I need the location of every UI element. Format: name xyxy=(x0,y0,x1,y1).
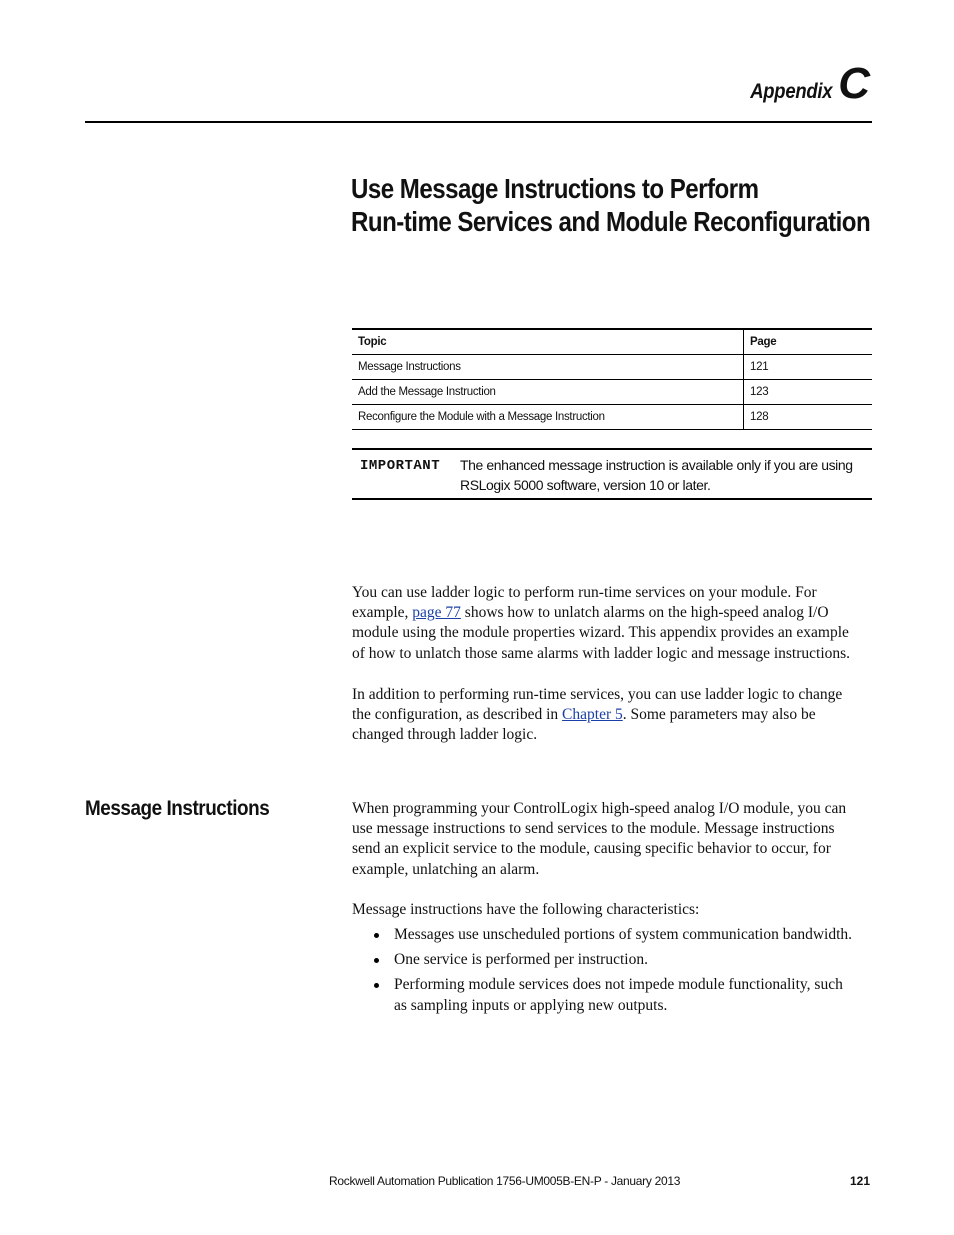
title-line-1: Use Message Instructions to Perform xyxy=(351,173,759,204)
section-paragraph-1 xyxy=(352,799,874,880)
bullet-icon xyxy=(374,958,379,963)
header-rule xyxy=(85,121,872,123)
page-title xyxy=(351,172,871,238)
text-line: of how to unlatch those same alarms with ladder logic and message instructions. xyxy=(352,644,851,662)
text-line: Messages use unscheduled portions of system communication bandwidth. xyxy=(394,926,853,943)
text-line: as sampling inputs or applying new outputs. xyxy=(394,996,668,1014)
intro-paragraph-2 xyxy=(352,685,874,746)
table-header-row xyxy=(352,329,872,355)
text-fragment: the configuration, as described in xyxy=(352,706,563,724)
text-line: Performing module services does not impede module functionality, such xyxy=(394,976,843,994)
list-item xyxy=(374,950,874,970)
appendix-letter: C xyxy=(838,59,870,108)
important-line-2: RSLogix 5000 software, version 10 or later. xyxy=(460,477,711,493)
page-cell[interactable]: 123 xyxy=(744,380,873,405)
text-line: use message instructions to send services to the module. Message instructions xyxy=(352,820,835,838)
text-line: changed through ladder logic. xyxy=(352,726,538,744)
bullet-icon xyxy=(374,983,379,988)
text-line: send an explicit service to the module, causing specific behavior to occur, for xyxy=(352,840,831,858)
text-line: In addition to performing run-time services, you can use ladder logic to change xyxy=(352,686,843,703)
page-column-header: Page xyxy=(744,329,873,355)
page-cell[interactable]: 128 xyxy=(744,405,873,430)
text-line: One service is performed per instruction. xyxy=(394,951,648,969)
topic-cell[interactable]: Add the Message Instruction xyxy=(352,380,744,405)
list-item xyxy=(374,975,874,1015)
text-fragment: . Some parameters may also be xyxy=(622,706,816,724)
section-paragraph-2: Message instructions have the following characteristics: xyxy=(352,901,700,918)
text-fragment: shows how to unlatch alarms on the high-speed analog I/O xyxy=(460,604,829,622)
list-item-text xyxy=(394,975,874,1015)
topic-cell[interactable]: Message Instructions xyxy=(352,355,744,380)
title-line-2: Run-time Services and Module Reconfiguration xyxy=(351,206,871,237)
topic-cell[interactable]: Reconfigure the Module with a Message Instruction xyxy=(352,405,744,430)
text-fragment: example, xyxy=(352,604,413,622)
footer-publication: Rockwell Automation Publication 1756-UM005B-EN-P - January 2013 xyxy=(329,1174,681,1188)
list-item-text xyxy=(394,925,874,945)
text-line: You can use ladder logic to perform run-time services on your module. For xyxy=(352,584,817,601)
important-line-1: The enhanced message instruction is available only if you are using xyxy=(460,457,853,473)
page-cell[interactable]: 121 xyxy=(744,355,873,380)
text-line: module using the module properties wizard. This appendix provides an example xyxy=(352,624,849,642)
text-line xyxy=(352,705,874,725)
important-text xyxy=(460,455,860,495)
section-heading: Message Instructions xyxy=(85,797,270,820)
chapter-5-link[interactable]: Chapter 5 xyxy=(562,706,623,724)
table-row[interactable] xyxy=(352,355,872,380)
intro-paragraph-1 xyxy=(352,583,874,664)
page-number: 121 xyxy=(849,1174,870,1188)
text-line: example, unlatching an alarm. xyxy=(352,860,540,878)
appendix-header xyxy=(739,59,870,108)
page-77-link[interactable]: page 77 xyxy=(412,604,461,622)
appendix-label: Appendix xyxy=(750,80,833,103)
bullet-icon xyxy=(374,933,379,938)
characteristics-list xyxy=(374,925,874,1021)
important-note xyxy=(352,448,872,500)
important-label: IMPORTANT xyxy=(360,458,441,474)
list-item xyxy=(374,925,874,945)
list-item-text xyxy=(394,950,874,970)
text-line xyxy=(352,603,874,623)
text-line: When programming your ControlLogix high-speed analog I/O module, you can xyxy=(352,800,847,817)
topic-table xyxy=(352,328,872,430)
table-row[interactable] xyxy=(352,380,872,405)
table-row[interactable] xyxy=(352,405,872,430)
topic-column-header: Topic xyxy=(352,329,744,355)
